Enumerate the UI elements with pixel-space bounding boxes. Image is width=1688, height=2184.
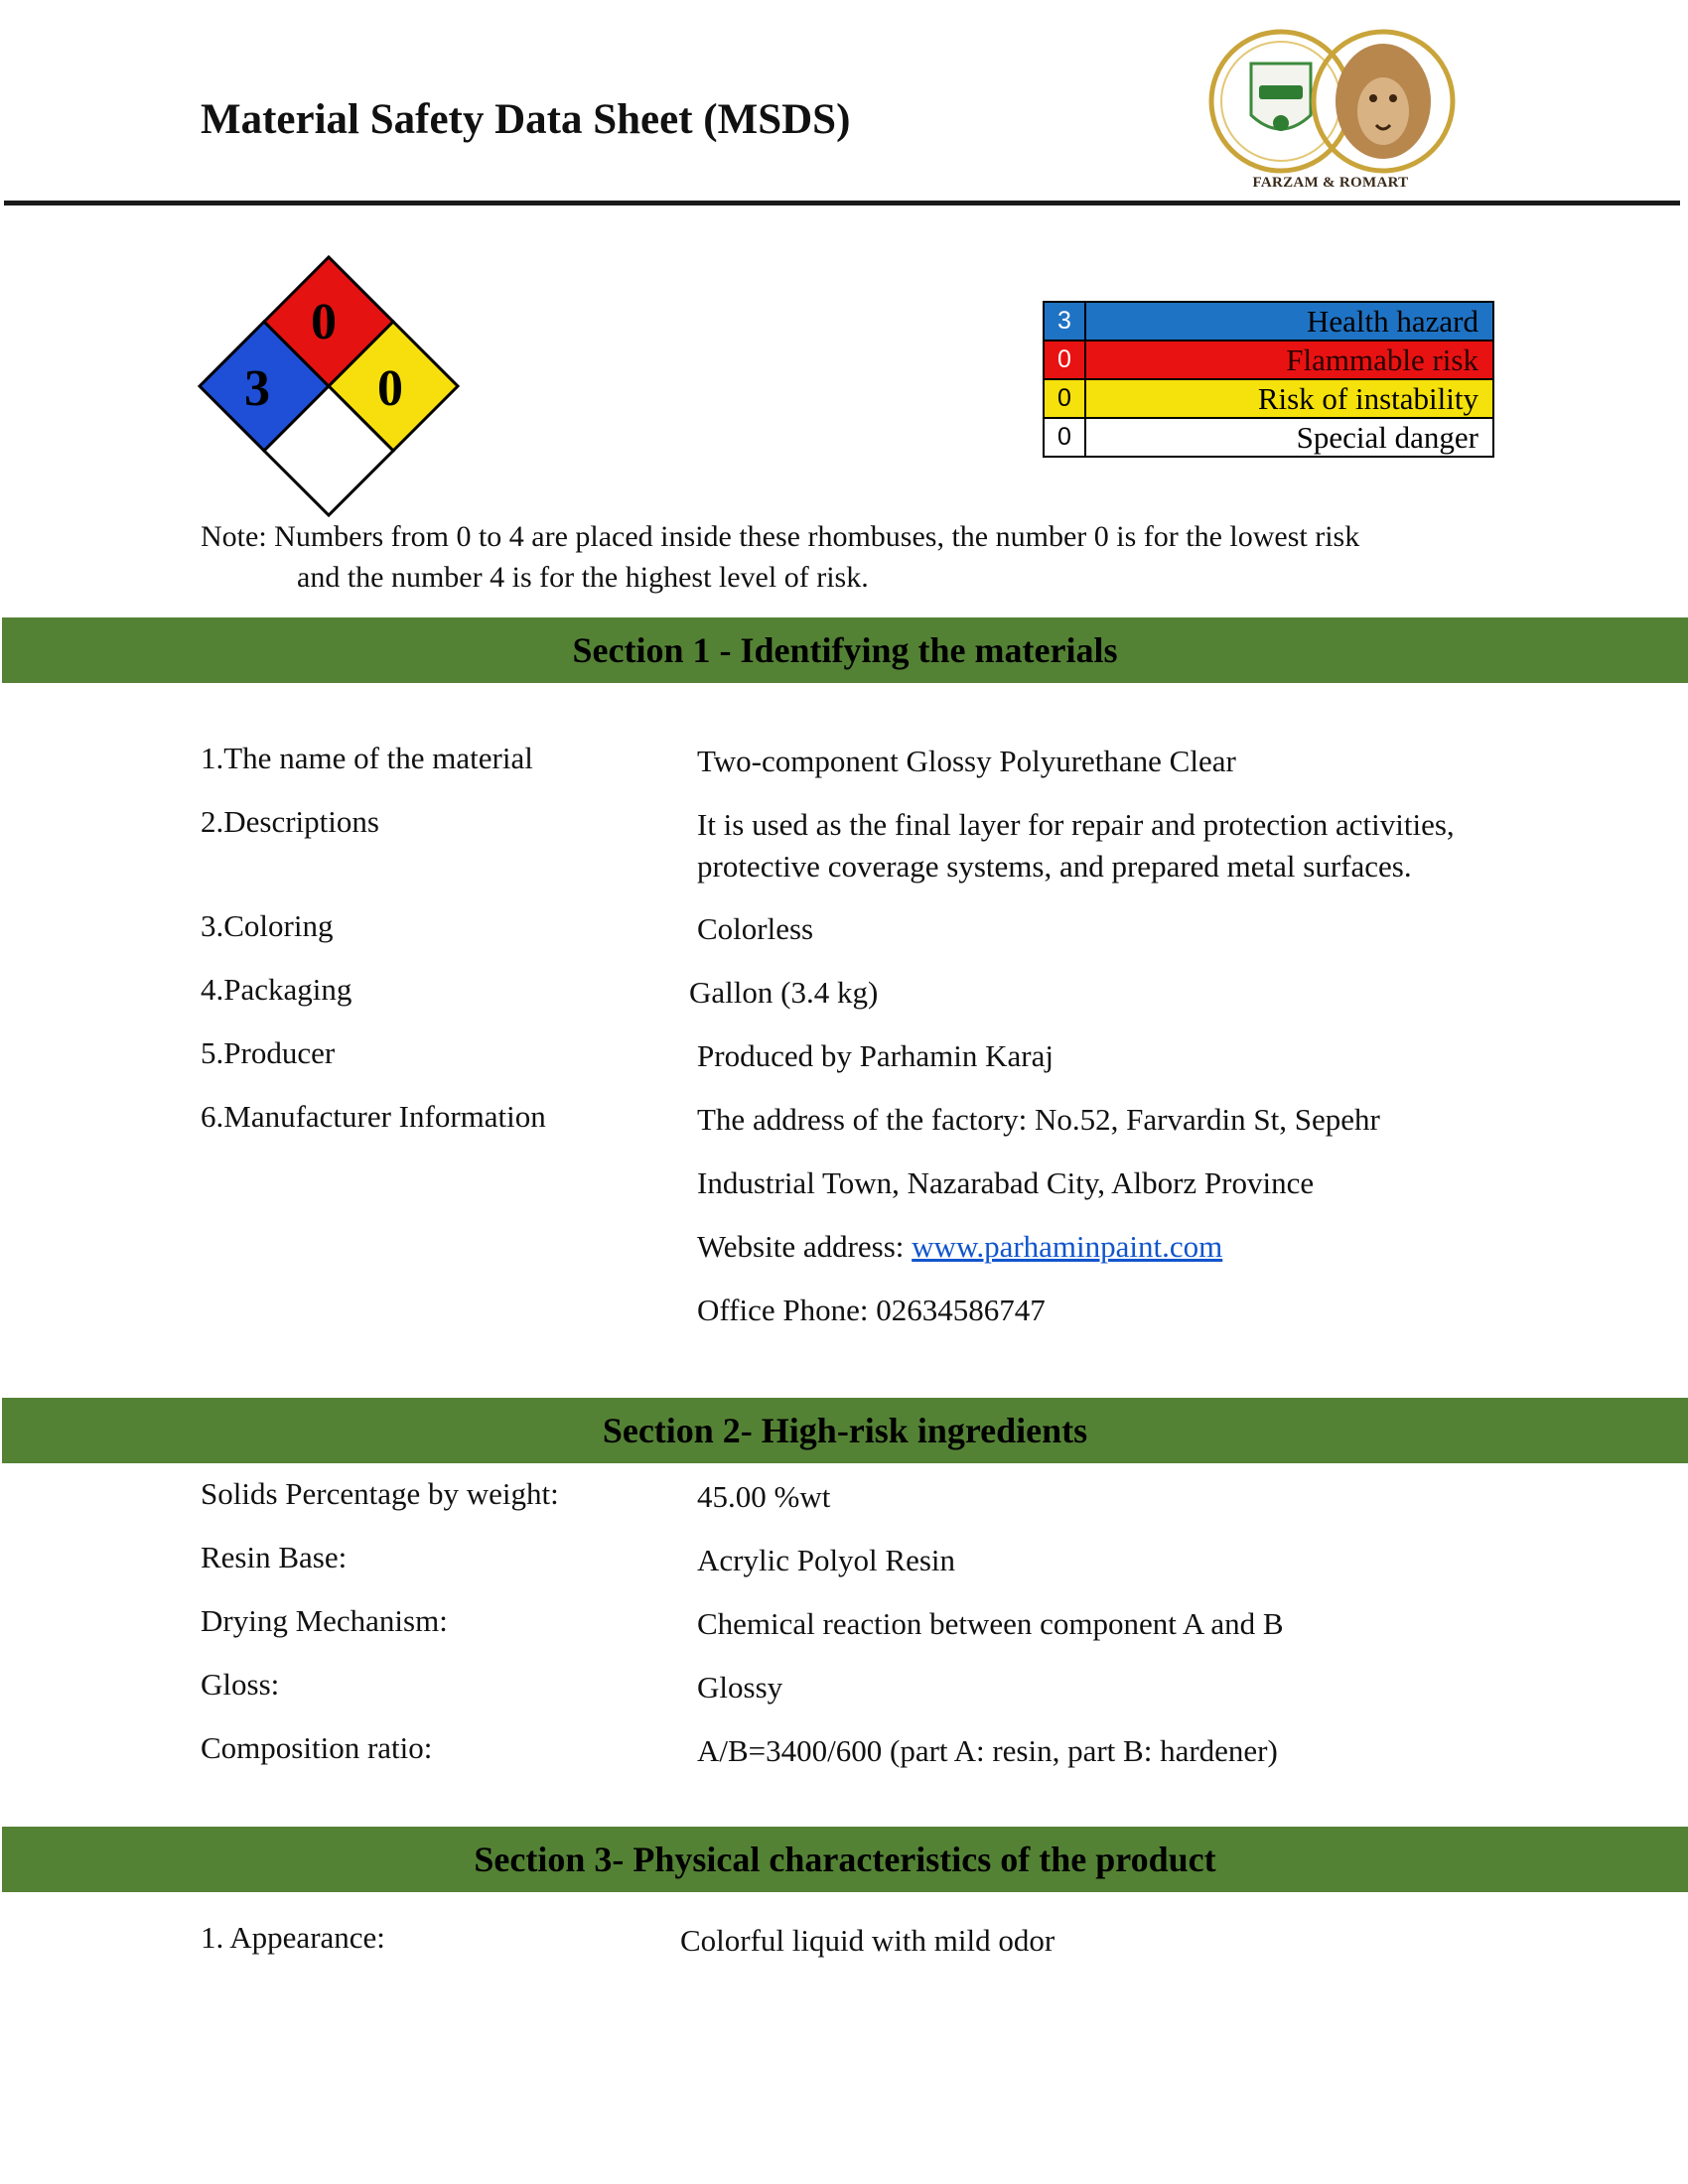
risk-scale-note — [201, 516, 1511, 598]
resin-base-label: Resin Base: — [201, 1540, 348, 1574]
legend-row-special — [1044, 418, 1493, 457]
solids-percentage-label: Solids Percentage by weight: — [201, 1476, 559, 1511]
legend-row-health — [1044, 302, 1493, 341]
logo-caption: FARZAM & ROMART — [1252, 175, 1409, 191]
legend-row-flammable — [1044, 341, 1493, 379]
section-2-header: Section 2- High-risk ingredients — [2, 1398, 1688, 1463]
descriptions-label: 2.Descriptions — [201, 804, 379, 839]
solids-percentage-value: 45.00 %wt — [697, 1479, 831, 1514]
manufacturer-info-label: 6.Manufacturer Information — [201, 1099, 546, 1134]
legend-label: Risk of instability — [1085, 379, 1493, 418]
nfpa-instability-value: 0 — [377, 360, 403, 417]
website-label: Website address: — [697, 1229, 913, 1264]
packaging-value: Gallon (3.4 kg) — [689, 975, 879, 1010]
company-logo — [1199, 24, 1462, 199]
legend-number: 0 — [1044, 418, 1085, 457]
producer-label: 5.Producer — [201, 1035, 336, 1070]
gloss-label: Gloss: — [201, 1667, 280, 1702]
section-1-header: Section 1 - Identifying the materials — [2, 617, 1688, 683]
descriptions-value-line-1: It is used as the final layer for repair and protection activities, — [697, 807, 1455, 842]
appearance-label: 1. Appearance: — [201, 1920, 385, 1955]
office-phone: Office Phone: 02634586747 — [697, 1293, 1046, 1327]
drying-mechanism-label: Drying Mechanism: — [201, 1603, 448, 1638]
legend-label: Flammable risk — [1085, 341, 1493, 379]
composition-ratio-label: Composition ratio: — [201, 1730, 433, 1765]
note-line-1: Note: Numbers from 0 to 4 are placed inside these rhombuses, the number 0 is for the lowest risk — [201, 520, 1360, 553]
legend-label: Special danger — [1085, 418, 1493, 457]
nfpa-diamond — [197, 254, 461, 518]
hazard-legend-table — [1043, 301, 1494, 458]
material-name-value: Two-component Glossy Polyurethane Clear — [697, 744, 1236, 778]
legend-row-instability — [1044, 379, 1493, 418]
drying-mechanism-value: Chemical reaction between component A and B — [697, 1606, 1284, 1641]
nfpa-flammability-value: 0 — [311, 294, 337, 350]
gloss-value: Glossy — [697, 1670, 783, 1705]
coloring-label: 3.Coloring — [201, 908, 334, 943]
page-title: Material Safety Data Sheet (MSDS) — [201, 96, 851, 143]
legend-number: 0 — [1044, 379, 1085, 418]
website-link[interactable]: www.parhaminpaint.com — [912, 1229, 1223, 1264]
composition-ratio-value: A/B=3400/600 (part A: resin, part B: hardener) — [697, 1733, 1278, 1768]
factory-address-line-2: Industrial Town, Nazarabad City, Alborz Province — [697, 1165, 1315, 1200]
producer-value: Produced by Parhamin Karaj — [697, 1038, 1054, 1073]
legend-label: Health hazard — [1085, 302, 1493, 341]
resin-base-value: Acrylic Polyol Resin — [697, 1543, 956, 1577]
factory-address-line-1: The address of the factory: No.52, Farvardin St, Sepehr — [697, 1102, 1380, 1137]
note-line-2: and the number 4 is for the highest level of risk. — [297, 561, 869, 594]
coloring-value: Colorless — [697, 911, 814, 946]
header-divider — [4, 201, 1680, 205]
material-name-label: 1.The name of the material — [201, 741, 533, 775]
descriptions-value-line-2: protective coverage systems, and prepared metal surfaces. — [697, 849, 1412, 884]
packaging-label: 4.Packaging — [201, 972, 352, 1007]
legend-number: 0 — [1044, 341, 1085, 379]
appearance-value: Colorful liquid with mild odor — [680, 1923, 1055, 1958]
section-3-header: Section 3- Physical characteristics of the product — [2, 1827, 1688, 1892]
legend-number: 3 — [1044, 302, 1085, 341]
website-line — [697, 1226, 1222, 1268]
nfpa-health-value: 3 — [244, 360, 270, 417]
